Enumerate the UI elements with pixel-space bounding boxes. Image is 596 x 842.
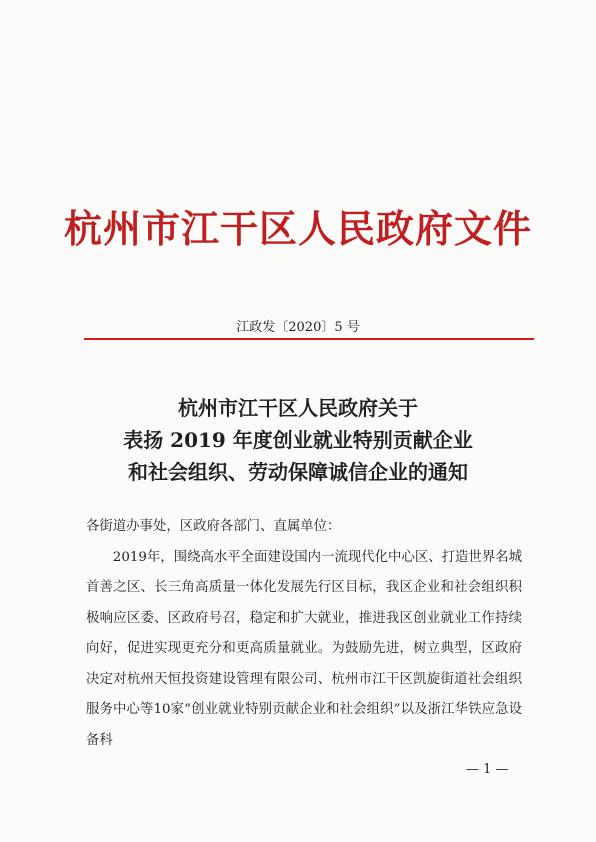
body-paragraph: 2019年，围绕高水平全面建设国内一流现代化中心区、打造世界名城首善之区、长三角高质量一体化发展先行区目标，我区企业和社会组织积极响应区委、区政府号召，稳定和扩大就业，推进我区创业就业工作持续向好，促进实现更充分和更高质量就业。为鼓励先进，树立典型，区政府决定对杭州天恒投资建设管理有限公司、杭州市江干区凯旋街道社会组织服务中心等10家“创业就业特别贡献企业和社会组织”以及浙江华铁应急设备科: [86, 549, 522, 748]
document-number: 江政发〔2020〕5 号: [236, 320, 360, 335]
notice-title-line: 杭州市江干区人民政府关于: [178, 396, 418, 420]
notice-title: [0, 392, 596, 488]
notice-title-line: 表扬 2019 年度创业就业特别贡献企业: [123, 428, 473, 452]
red-divider-line: [84, 338, 534, 340]
salutation: 各街道办事处，区政府各部门、直属单位：: [86, 519, 341, 534]
page-number: — 1 —: [466, 762, 509, 777]
notice-body: [86, 512, 522, 756]
issuing-authority-title: 杭州市江干区人民政府文件: [63, 206, 532, 251]
notice-title-line: 和社会组织、劳动保障诚信企业的通知: [128, 460, 468, 484]
